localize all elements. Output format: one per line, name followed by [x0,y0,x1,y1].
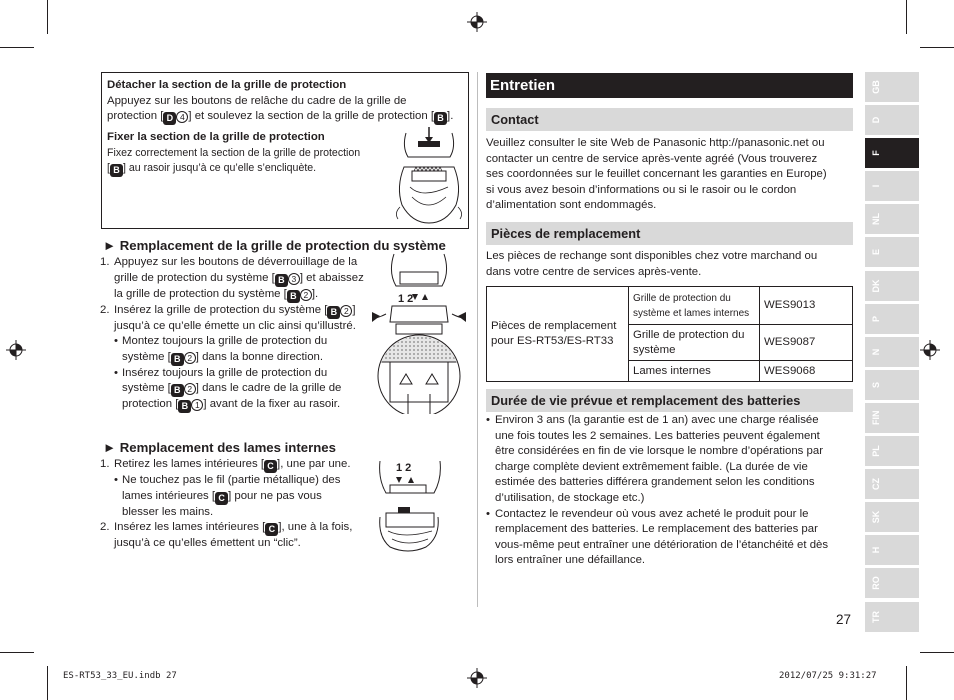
table-cell: WES9087 [760,325,853,361]
language-tabs [865,72,919,635]
language-tab-label: PL [871,445,881,457]
foil-section-box [101,72,469,229]
language-tab-i[interactable] [865,171,919,201]
language-tab-label: RO [871,576,881,591]
number-circle: 4 [176,111,188,123]
number-circle: 2 [300,289,312,301]
system-foil-heading: ► Remplacement de la grille de protection du système [103,238,446,253]
shaver-foil-attach-illustration [392,127,466,225]
symbol-b: B [178,400,191,413]
language-tab-label: F [871,150,881,156]
language-tab-label: TR [871,610,881,623]
crop-mark [47,666,48,700]
list-item: 1. Retirez les lames intérieures [ C ], une par une. [100,458,351,471]
footer-file-info: ES-RT53_33_EU.indb 27 [63,671,177,681]
language-tab-label: P [871,315,881,322]
registration-mark-icon [467,668,487,688]
detach-foil-text-2: protection [ D 4 ] et soulevez la section de la grille de protection [ B ]. [107,110,454,124]
table-row [487,287,853,325]
language-tab-n[interactable] [865,337,919,367]
language-tab-label: NL [871,213,881,226]
figure-step-label: 1 2 [398,293,414,305]
page-number: 27 [836,612,852,627]
table-cell: WES9013 [760,287,853,325]
number-circle: 2 [340,305,352,317]
crop-mark [0,47,34,48]
list-item: • Montez toujours la grille de protection du système [ B 2 ] dans la bonne direction. [100,334,380,366]
list-item: 1. Appuyez sur les boutons de déverrouillage de la grille de protection du système [ B 3 ] et abaissez la grille de protection du système [ B 2 ]. [100,256,364,301]
language-tab-fin[interactable] [865,403,919,433]
number-circle: 3 [288,273,300,285]
crop-mark [920,47,954,48]
footer-timestamp: 2012/07/25 9:31:27 [779,671,877,681]
language-tab-dk[interactable] [865,271,919,301]
registration-mark-icon [6,340,26,360]
language-tab-f[interactable] [865,138,919,168]
symbol-b: B [275,274,288,287]
crop-mark [906,0,907,34]
list-item: 2. Insérez les lames intérieures [ C ], une à la fois, jusqu’à ce qu’elles émettent un “clic”. [100,521,353,550]
list-item: 2. Insérez la grille de protection du système [ B 2 ] jusqu’à ce qu’elle émette un clic ainsi qu’illustré. [100,303,356,332]
table-cell: Grille de protection du système [629,325,760,361]
language-tab-p[interactable] [865,304,919,334]
contact-text: Veuillez consulter le site Web de Panasonic http://panasonic.net ou contacter un centre de service après-vente agréé (Vous trouverez ses coordonnées sur le feuillet concernant les garanties en Europe) si vous avez besoin d’informations ou si le rasoir ou le cordon d’alimentation sont endommagés. [486,137,827,212]
number-circle: 1 [191,399,203,411]
system-foil-steps [100,255,380,413]
language-tab-label: SK [871,510,881,524]
battery-text [486,413,850,569]
language-tab-label: CZ [871,478,881,491]
symbol-b: B [327,306,340,319]
replacement-parts-table [486,286,853,382]
battery-heading: Durée de vie prévue et remplacement des batteries [486,389,853,412]
fix-foil-text-2: [ B ] au rasoir jusqu’à ce qu’elle s’encliquète. [107,162,317,176]
replacement-parts-heading: Pièces de remplacement [486,222,853,245]
language-tab-s[interactable] [865,370,919,400]
symbol-b: B [171,384,184,397]
table-cell: Lames internes [629,361,760,382]
language-tab-nl[interactable] [865,204,919,234]
language-tab-ro[interactable] [865,568,919,598]
language-tab-label: I [871,185,881,188]
language-tab-label: H [871,547,881,554]
language-tab-label: S [871,381,881,388]
language-tab-label: DK [871,279,881,293]
list-item: • Contactez le revendeur où vous avez acheté le produit pour le remplacement des batteries. Le remplacement des batteries par vous-même peut entraîner une détérioration de l’étanchéité et dès lors entraîner une défaillance. [486,507,850,569]
symbol-b: B [110,164,123,177]
language-tab-label: E [871,249,881,256]
table-cell: Pièces de remplacement pour ES-RT53/ES-RT33 [487,287,629,382]
language-tab-h[interactable] [865,535,919,565]
list-item: • Insérez toujours la grille de protection du système [ B 2 ] dans le cadre de la grille de protection [ B 1 ] avant de la fixer au rasoir. [100,366,380,414]
symbol-b: B [171,353,184,366]
language-tab-label: N [871,348,881,355]
figure-step-label: 1 2 [396,462,412,474]
fix-foil-title: Fixer la section de la grille de protection [107,131,325,144]
system-foil-illustration [372,252,468,414]
language-tab-cz[interactable] [865,469,919,499]
fix-foil-text: Fixez correctement la section de la grille de protection [107,146,361,159]
table-cell: Grille de protection du système et lames internes [629,287,760,325]
language-tab-gb[interactable] [865,72,919,102]
list-item: • Ne touchez pas le fil (partie métallique) des lames intérieures [ C ] pour ne pas vous blesser les mains. [100,473,380,520]
crop-mark [47,0,48,34]
language-tab-pl[interactable] [865,436,919,466]
language-tab-sk[interactable] [865,502,919,532]
inner-blades-illustration [374,455,464,553]
crop-mark [920,652,954,653]
registration-mark-icon [467,12,487,32]
detach-foil-text: Appuyez sur les boutons de relâche du cadre de la grille de [107,94,407,107]
crop-mark [906,666,907,700]
column-divider [477,72,478,607]
registration-mark-icon [920,340,940,360]
table-cell: WES9068 [760,361,853,382]
crop-mark [0,652,34,653]
language-tab-tr[interactable] [865,602,919,632]
language-tab-e[interactable] [865,237,919,267]
symbol-d: D [163,112,176,125]
maintenance-title: Entretien [486,73,853,98]
symbol-c: C [264,460,277,473]
symbol-c: C [215,492,228,505]
language-tab-d[interactable] [865,105,919,135]
detach-foil-title: Détacher la section de la grille de protection [107,79,347,91]
language-tab-label: D [871,116,881,124]
number-circle: 2 [184,352,196,364]
list-item: • Environ 3 ans (la garantie est de 1 an) avec une charge réalisée une fois toutes les 2 semaines. Les batteries peuvent également être considérées en fin de vie lorsque le nombre d’opérations par charge complète devient extrêmement faible. (La durée de vie estimée des batteries différera grandement selon les conditions d’utilisation, de stockage etc.) [486,413,850,507]
language-tab-label: FIN [871,410,881,425]
inner-blades-steps [100,457,380,552]
contact-heading: Contact [486,108,853,131]
symbol-b: B [434,112,447,125]
symbol-c: C [265,523,278,536]
language-tab-label: GB [871,80,881,94]
symbol-b: B [287,290,300,303]
inner-blades-heading: ► Remplacement des lames internes [103,440,336,455]
replacement-parts-text: Les pièces de rechange sont disponibles chez votre marchand ou dans votre centre de services après-vente. [486,250,818,278]
number-circle: 2 [184,383,196,395]
